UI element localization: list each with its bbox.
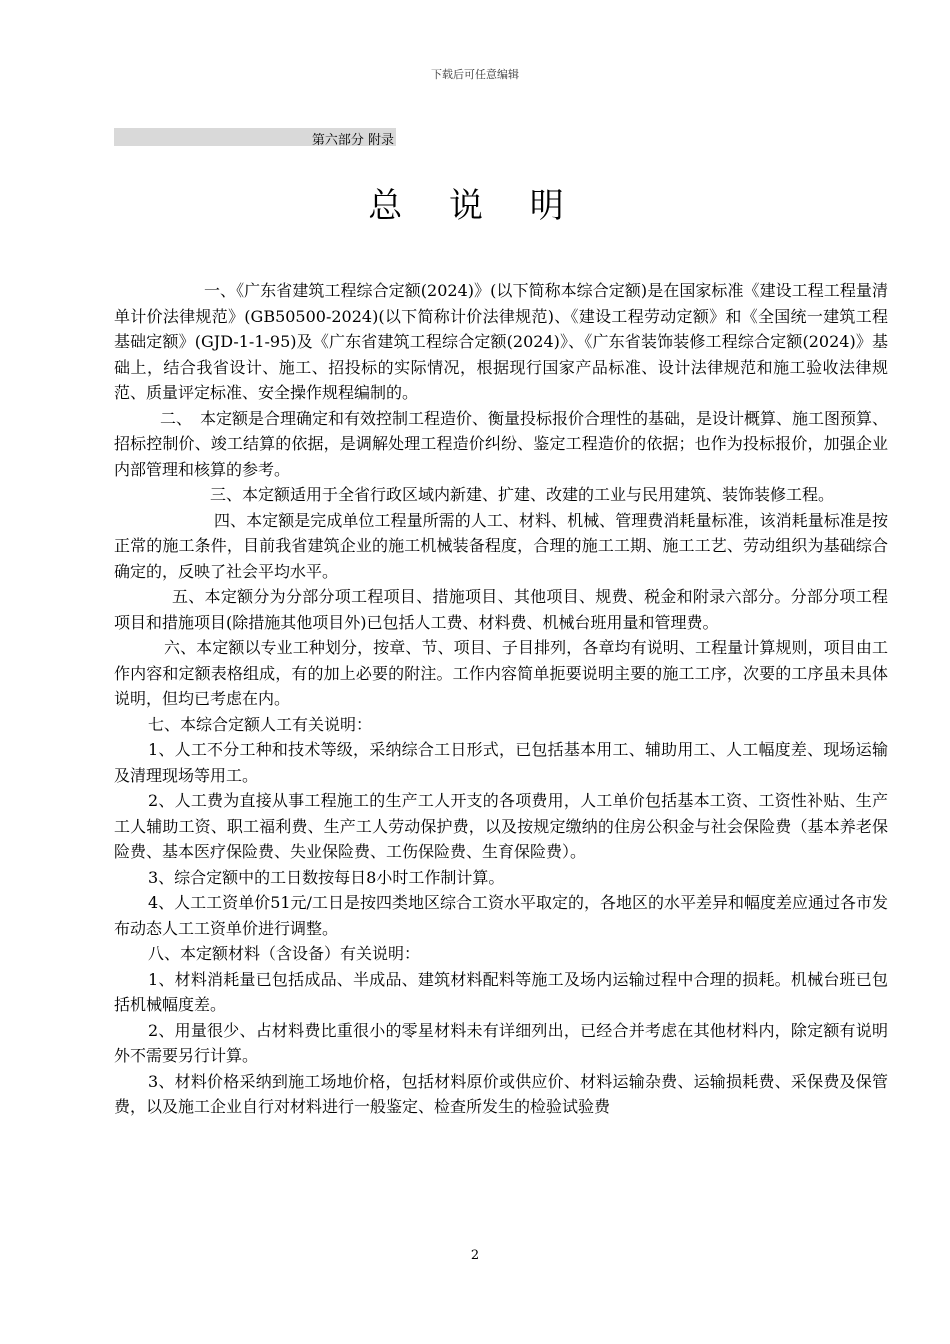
paragraph-8-2: 2、用量很少、占材料费比重很小的零星材料未有详细列出，已经合并考虑在其他材料内，除定额有说明外不需要另行计算。	[114, 1020, 888, 1065]
paragraph-4: 四、本定额是完成单位工程量所需的人工、材料、机械、管理费消耗量标准，该消耗量标准是按正常的施工条件，目前我省建筑企业的施工机械装备程度，合理的施工工期、施工工艺、劳动组织为基础综合确定的，反映了社会平均水平。	[114, 510, 888, 581]
paragraph-5: 五、本定额分为分部分项工程项目、措施项目、其他项目、规费、税金和附录六部分。分部分项工程项目和措施项目(除措施其他项目外)已包括人工费、材料费、机械台班用量和管理费。	[114, 587, 888, 632]
paragraph-3: 三、本定额适用于全省行政区域内新建、扩建、改建的工业与民用建筑、装饰装修工程。	[210, 485, 835, 504]
paragraph-7-1: 1、人工不分工种和技术等级，采纳综合工日形式，已包括基本用工、辅助用工、人工幅度差、现场运输及清理现场等用工。	[114, 740, 888, 785]
paragraph-7-4: 4、人工工资单价51元/工日是按四类地区综合工资水平取定的，各地区的水平差异和幅度差应通过各市发布动态人工工资单价进行调整。	[114, 893, 888, 938]
paragraph-7: 七、本综合定额人工有关说明：	[148, 714, 373, 734]
page-number: 2	[470, 1248, 480, 1263]
paragraph-2: 二、 本定额是合理确定和有效控制工程造价、衡量投标报价合理性的基础，是设计概算、施工图预算、招标控制价、竣工结算的依据，是调解处理工程造价纠纷、鉴定工程造价的依据；也作为投标报价，加强企业内部管理和核算的参考。	[114, 408, 889, 479]
section-label: 第六部分 附录	[311, 133, 394, 148]
paragraph-8-1: 1、材料消耗量已包括成品、半成品、建筑材料配料等施工及场内运输过程中合理的损耗。机械台班已包括机械幅度差。	[114, 969, 888, 1014]
section-label-bar	[114, 128, 396, 146]
paragraph-7-3: 3、综合定额中的工日数按每日8小时工作制计算。	[148, 867, 505, 887]
paragraph-8-3: 3、材料价格采纳到施工场地价格，包括材料原价或供应价、材料运输杂费、运输损耗费、采保费及保管费，以及施工企业自行对材料进行一般鉴定、检查所发生的检验试验费	[114, 1071, 888, 1116]
page-title: 总 说 明	[368, 186, 582, 226]
paragraph-6: 六、本定额以专业工种划分，按章、节、项目、子目排列，各章均有说明、工程量计算规则，项目由工作内容和定额表格组成，有的加上必要的附注。工作内容简单扼要说明主要的施工工序，次要的工序虽未具体说明，但均已考虑在内。	[114, 638, 888, 708]
document-body	[114, 278, 888, 1120]
paragraph-8: 八、本定额材料（含设备）有关说明：	[148, 944, 421, 963]
header-note: 下载后可任意编辑	[431, 68, 519, 81]
paragraph-7-2: 2、人工费为直接从事工程施工的生产工人开支的各项费用，人工单价包括基本工资、工资性补贴、生产工人辅助工资、职工福利费、生产工人劳动保护费，以及按规定缴纳的住房公积金与社会保险费（基本养老保险费、基本医疗保险费、失业保险费、工伤保险费、生育保险费）。	[114, 791, 888, 861]
paragraph-1: 一、《广东省建筑工程综合定额(2024)》(以下简称本综合定额)是在国家标准《建设工程工程量清单计价法律规范》(GB50500-2024)(以下简称计价法律规范)、《建设工程劳动定额》和《全国统一建筑工程基础定额》(GJD-1-1-95)及《广东省建筑工程综合定额(2024)》、《广东省装饰装修工程综合定额(2024)》基础上，结合我省设计、施工、招投标的实际情况，根据现行国家产品标准、设计法律规范和施工验收法律规范、质量评定标准、安全操作规程编制的。	[114, 281, 888, 402]
